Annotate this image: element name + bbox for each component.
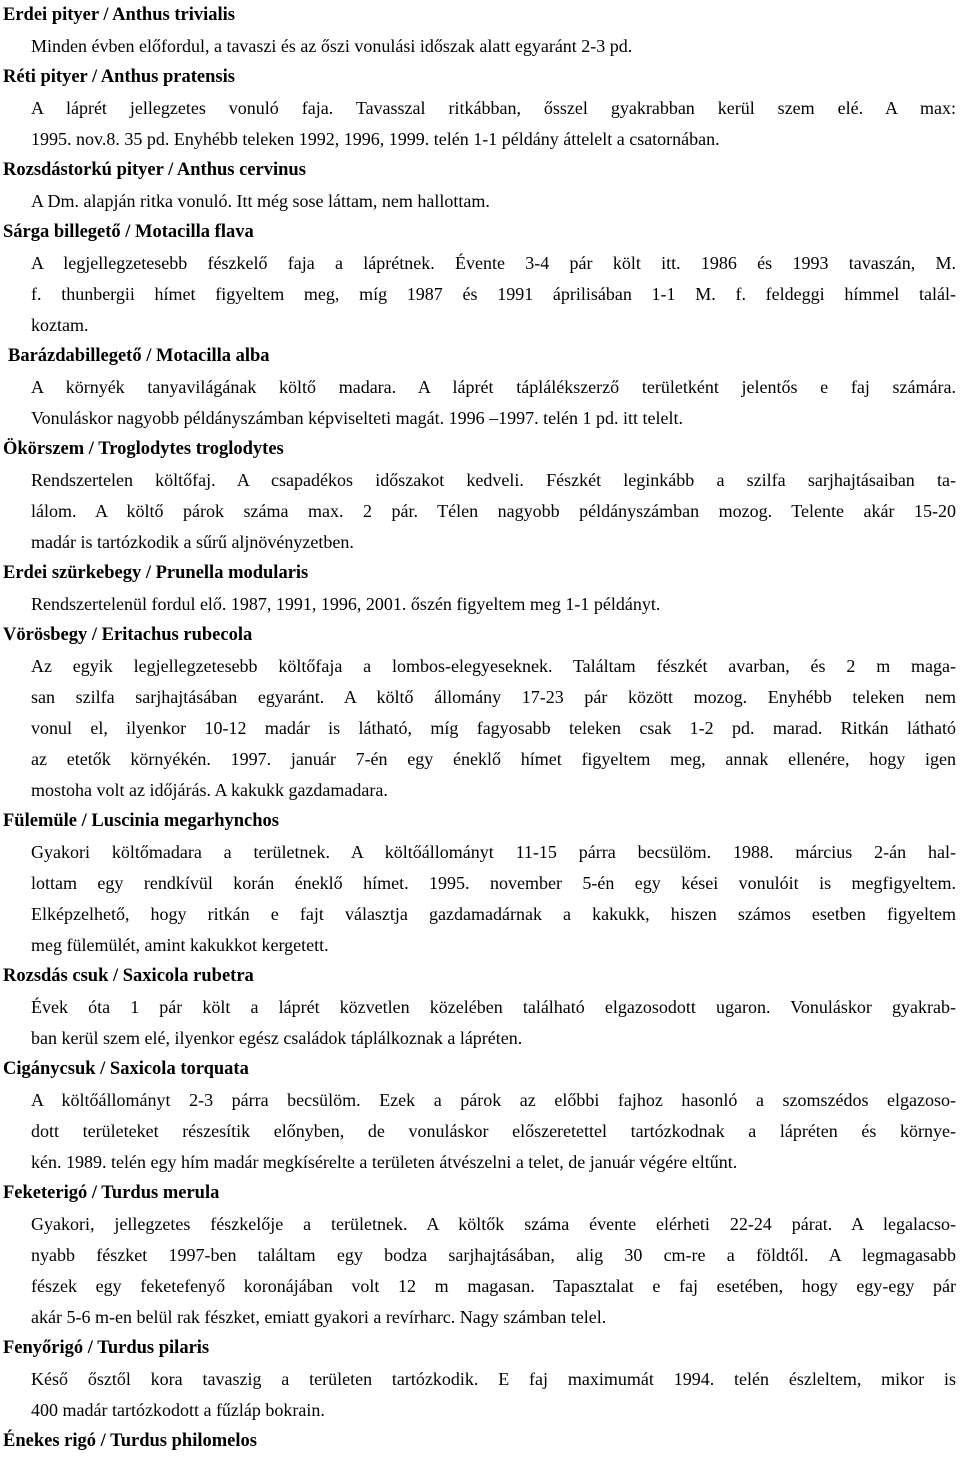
species-description xyxy=(0,372,960,434)
description-line: Vonuláskor nagyobb példányszámban képviselteti magát. 1996 –1997. telén 1 pd. itt telelt. xyxy=(31,408,684,428)
species-description xyxy=(0,589,960,620)
species-entry xyxy=(0,1426,960,1457)
species-entry xyxy=(0,1178,960,1333)
species-entry xyxy=(0,620,960,806)
description-line: A legjellegzetesebb fészkelő faja a láprétnek. Évente 3-4 pár költ itt. 1986 és 1993 tavaszán, M. xyxy=(31,253,956,273)
species-entry xyxy=(0,1054,960,1178)
species-entry xyxy=(0,961,960,1054)
species-heading: Cigánycsuk / Saxicola torquata xyxy=(3,1059,249,1079)
species-description xyxy=(0,1085,960,1178)
description-line: koztam. xyxy=(31,315,89,335)
species-entry xyxy=(0,558,960,620)
description-line: nyabb fészket 1997-ben találtam egy bodza sarjhajtásában, alig 30 cm-re a földtől. A legmagasabb xyxy=(31,1245,956,1265)
species-entry xyxy=(0,1333,960,1426)
description-line: Elképzelhető, hogy ritkán e fajt választja gazdamadárnak a kakukk, hiszen számos esetben figyeltem xyxy=(31,904,956,924)
description-line: meg fülemülét, amint kakukkot kergetett. xyxy=(31,935,329,955)
species-heading: Erdei szürkebegy / Prunella modularis xyxy=(3,563,309,583)
description-line: Rendszertelenül fordul elő. 1987, 1991, 1996, 2001. őszén figyeltem meg 1-1 példányt. xyxy=(31,594,661,614)
description-line: san szilfa sarjhajtásában egyaránt. A költő állomány 17-23 pár között mozog. Enyhébb teleken nem xyxy=(31,687,956,707)
description-line: Késő ősztől kora tavaszig a területen tartózkodik. E faj maximumát 1994. telén észleltem, mikor is xyxy=(31,1369,956,1389)
description-line: Gyakori költőmadara a területnek. A költőállományt 11-15 párra becsülöm. 1988. március 2-án hal- xyxy=(31,842,956,862)
species-heading: Feketerigó / Turdus merula xyxy=(3,1183,220,1203)
description-line: Gyakori, jellegzetes fészkelője a területnek. A költők száma évente elérheti 22-24 párat. A legalacso- xyxy=(31,1214,956,1234)
description-line: akár 5-6 m-en belül rak fészket, emiatt gyakori a revírharc. Nagy számban telel. xyxy=(31,1307,607,1327)
species-heading: Ökörszem / Troglodytes troglodytes xyxy=(3,439,284,459)
species-heading: Rozsdás csuk / Saxicola rubetra xyxy=(3,966,254,986)
description-line: Az egyik legjellegzetesebb költőfaja a lombos-elegyeseknek. Találtam fészkét avarban, és 2 m maga- xyxy=(31,656,956,676)
species-description xyxy=(0,1209,960,1333)
description-line: lálom. A költő párok száma max. 2 pár. Télen nagyobb példányszámban mozog. Telente akár 15-20 xyxy=(31,501,956,521)
description-line: dott területeket részesítik előnyben, de vonuláskor előszeretettel tartózkodnak a lápréten és környe- xyxy=(31,1121,956,1141)
species-heading: Réti pityer / Anthus pratensis xyxy=(3,67,235,87)
description-line: vonul el, ilyenkor 10-12 madár is látható, míg fagyosabb teleken csak 1-2 pd. marad. Ritkán látható xyxy=(31,718,956,738)
species-entry xyxy=(0,434,960,558)
species-description xyxy=(0,248,960,341)
description-line: 1995. nov.8. 35 pd. Enyhébb teleken 1992, 1996, 1999. telén 1-1 példány áttelelt a csatornában. xyxy=(31,129,720,149)
description-line: kén. 1989. telén egy hím madár megkísérelte a területen átvészelni a telet, de január végére eltűnt. xyxy=(31,1152,738,1172)
description-line: Rendszertelen költőfaj. A csapadékos időszakot kedveli. Fészkét leginkább a szilfa sarjhajtásaiban ta- xyxy=(31,470,956,490)
species-entry xyxy=(0,806,960,961)
description-line: madár is tartózkodik a sűrű aljnövényzetben. xyxy=(31,532,354,552)
species-description xyxy=(0,1364,960,1426)
description-line: 400 madár tartózkodott a fűzláp bokrain. xyxy=(31,1400,325,1420)
species-description xyxy=(0,465,960,558)
species-description xyxy=(0,651,960,806)
species-description xyxy=(0,31,960,62)
species-heading: Fenyőrigó / Turdus pilaris xyxy=(3,1338,210,1358)
species-heading: Énekes rigó / Turdus philomelos xyxy=(3,1431,257,1451)
species-entry xyxy=(0,155,960,217)
species-heading: Sárga billegető / Motacilla flava xyxy=(3,222,254,242)
description-line: A láprét jellegzetes vonuló faja. Tavasszal ritkábban, ősszel gyakrabban kerül szem elé. A max: xyxy=(31,98,956,118)
species-description xyxy=(0,186,960,217)
species-entry xyxy=(0,0,960,62)
species-description xyxy=(0,992,960,1054)
description-line: Minden évben előfordul, a tavaszi és az őszi vonulási időszak alatt egyaránt 2-3 pd. xyxy=(31,36,633,56)
species-description xyxy=(0,837,960,961)
species-entry xyxy=(0,341,960,434)
description-line: A környék tanyavilágának költő madara. A láprét táplálékszerző területként jelentős e faj számára. xyxy=(31,377,956,397)
description-line: fészek egy feketefenyő koronájában volt 12 m magasan. Tapasztalat e faj esetében, hogy egy-egy pár xyxy=(31,1276,956,1296)
species-heading: Fülemüle / Luscinia megarhynchos xyxy=(3,811,279,831)
description-line: ban kerül szem elé, ilyenkor egész családok táplálkoznak a lápréten. xyxy=(31,1028,523,1048)
description-line: az etetők környékén. 1997. január 7-én egy éneklő hímet figyeltem meg, annak ellenére, hogy igen xyxy=(31,749,956,769)
description-line: f. thunbergii hímet figyeltem meg, míg 1987 és 1991 áprilisában 1-1 M. f. feldeggi hímmel talál- xyxy=(31,284,956,304)
species-heading: Erdei pityer / Anthus trivialis xyxy=(3,5,235,25)
species-description xyxy=(0,93,960,155)
description-line: lottam egy rendkívül korán éneklő hímet. 1995. november 5-én egy kései vonulóit is megfigyeltem. xyxy=(31,873,956,893)
species-entry xyxy=(0,217,960,341)
description-line: A költőállományt 2-3 párra becsülöm. Ezek a párok az előbbi fajhoz hasonló a szomszédos elgazoso- xyxy=(31,1090,956,1110)
description-line: A Dm. alapján ritka vonuló. Itt még sose láttam, nem hallottam. xyxy=(31,191,490,211)
description-line: Évek óta 1 pár költ a láprét közvetlen közelében található elgazosodott ugaron. Vonuláskor gyakrab- xyxy=(31,997,956,1017)
species-heading: Rozsdástorkú pityer / Anthus cervinus xyxy=(3,160,306,180)
description-line: mostoha volt az időjárás. A kakukk gazdamadara. xyxy=(31,780,388,800)
species-heading: Vörösbegy / Eritachus rubecola xyxy=(3,625,253,645)
species-heading: Barázdabillegető / Motacilla alba xyxy=(8,346,270,366)
species-entry xyxy=(0,62,960,155)
